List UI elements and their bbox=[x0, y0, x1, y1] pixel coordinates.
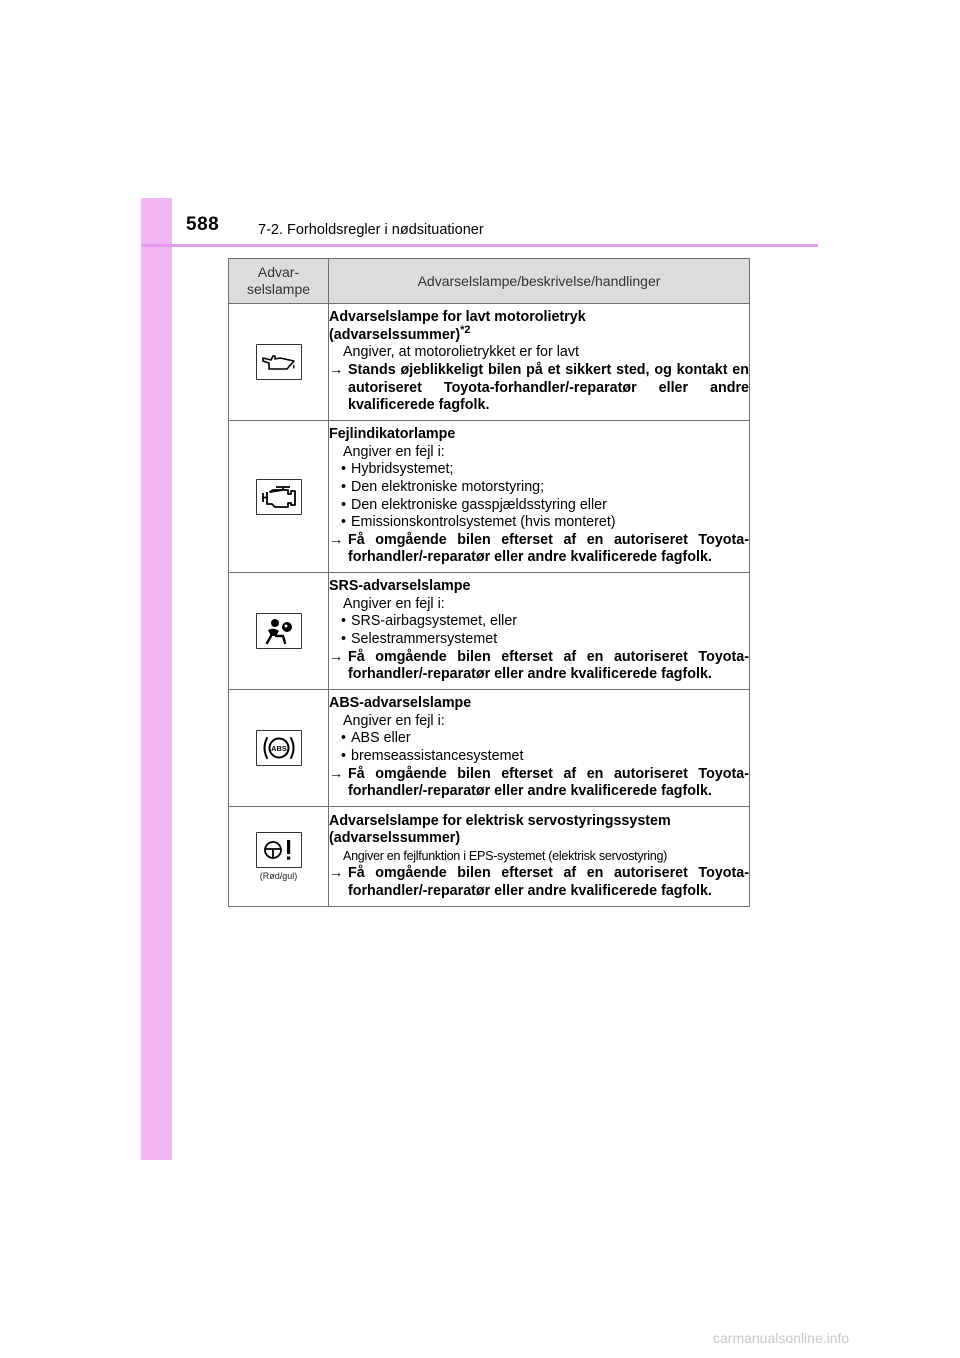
header-icon-label: Advar- selslampe bbox=[246, 264, 311, 297]
icon-cell bbox=[229, 807, 329, 907]
srs-airbag-icon bbox=[256, 613, 302, 649]
lamp-title: Advarselslampe for lavt motorolietryk bbox=[329, 309, 586, 326]
icon-cell bbox=[229, 304, 329, 421]
description-cell bbox=[329, 573, 750, 690]
description-cell bbox=[329, 304, 750, 421]
description-cell bbox=[329, 807, 750, 907]
table-row bbox=[229, 421, 750, 573]
arrow-icon: → bbox=[329, 531, 344, 548]
description-line: Angiver en fejl i: bbox=[343, 712, 445, 729]
header-rule bbox=[141, 244, 818, 247]
action-text bbox=[329, 766, 749, 801]
action-text bbox=[329, 362, 749, 415]
action-body: Få omgående bilen efterset af en autoriseret Toyota-forhandler/-reparatør eller andre kvalificerede fagfolk. bbox=[348, 765, 749, 800]
lamp-title-continued bbox=[329, 324, 749, 345]
header-icon-column bbox=[229, 259, 329, 304]
bullet-item: • ABS eller bbox=[329, 730, 749, 748]
description-line: Angiver, at motorolietrykket er for lavt bbox=[343, 344, 579, 361]
bullet-item: • Den elektroniske motorstyring; bbox=[329, 479, 749, 497]
section-title: 7-2. Forholdsregler i nødsituationer bbox=[258, 222, 484, 238]
action-body: Få omgående bilen efterset af en autoriseret Toyota-forhandler/-reparatør eller andre kvalificerede fagfolk. bbox=[348, 648, 749, 683]
bullet-item: • Hybridsystemet; bbox=[329, 461, 749, 479]
table-row bbox=[229, 807, 750, 907]
sidebar-tab bbox=[141, 198, 172, 1160]
check-engine-icon bbox=[256, 479, 302, 515]
footnote-marker: *2 bbox=[460, 324, 471, 337]
action-body: Få omgående bilen efterset af en autoriseret Toyota-forhandler/-reparatør eller andre kvalificerede fagfolk. bbox=[348, 531, 749, 566]
page-number: 588 bbox=[186, 214, 220, 235]
bullet-item: • bremseassistancesystemet bbox=[329, 748, 749, 766]
oil-pressure-icon bbox=[256, 344, 302, 380]
description-cell bbox=[329, 421, 750, 573]
icon-caption: (Rød/gul) bbox=[259, 871, 298, 881]
table-header-row bbox=[229, 259, 750, 304]
table-row bbox=[229, 573, 750, 690]
table-row bbox=[229, 304, 750, 421]
abs-icon bbox=[256, 730, 302, 766]
action-text bbox=[329, 649, 749, 684]
icon-cell bbox=[229, 421, 329, 573]
icon-cell bbox=[229, 690, 329, 807]
action-body: Stands øjeblikkeligt bilen på et sikkert sted, og kontakt en autoriseret Toyota-forhandler/-reparatør eller andre kvalificerede fagfolk. bbox=[348, 362, 749, 414]
header-description-column bbox=[329, 259, 750, 304]
lamp-title: Advarselslampe for elektrisk servostyringssystem bbox=[329, 812, 671, 829]
description-cell bbox=[329, 690, 750, 807]
eps-warning-icon bbox=[256, 832, 302, 868]
lamp-title-continued: (advarselssummer) bbox=[329, 830, 461, 847]
arrow-icon: → bbox=[329, 865, 344, 882]
table-row bbox=[229, 690, 750, 807]
icon-cell bbox=[229, 573, 329, 690]
bullet-item: • Den elektroniske gasspjældsstyring eller bbox=[329, 497, 749, 515]
action-text bbox=[329, 532, 749, 567]
action-body: Få omgående bilen efterset af en autoriseret Toyota-forhandler/-reparatør eller andre kvalificerede fagfolk. bbox=[348, 865, 749, 899]
lamp-title: SRS-advarselslampe bbox=[329, 578, 471, 595]
arrow-icon: → bbox=[329, 362, 344, 378]
arrow-icon: → bbox=[329, 765, 344, 782]
header-description-label: Advarselslampe/beskrivelse/handlinger bbox=[417, 272, 661, 289]
watermark: carmanualsonline.info bbox=[713, 1330, 850, 1346]
action-text bbox=[329, 865, 749, 900]
lamp-title: Fejlindikatorlampe bbox=[329, 426, 456, 443]
bullet-item: • SRS-airbagsystemet, eller bbox=[329, 613, 749, 631]
description-line: Angiver en fejl i: bbox=[343, 595, 445, 612]
bullet-item: • Emissionskontrolsystemet (hvis monteret) bbox=[329, 514, 749, 532]
lamp-title-part2: (advarselssummer) bbox=[329, 326, 461, 343]
arrow-icon: → bbox=[329, 648, 344, 665]
description-line: Angiver en fejl i: bbox=[343, 443, 445, 460]
bullet-item: • Selestrammersystemet bbox=[329, 631, 749, 649]
description-line: Angiver en fejlfunktion i EPS-systemet (elektrisk servostyring) bbox=[343, 848, 668, 863]
warning-lamp-table bbox=[228, 258, 750, 907]
abs-icon-label: ABS bbox=[270, 743, 287, 753]
lamp-title: ABS-advarselslampe bbox=[329, 695, 472, 712]
